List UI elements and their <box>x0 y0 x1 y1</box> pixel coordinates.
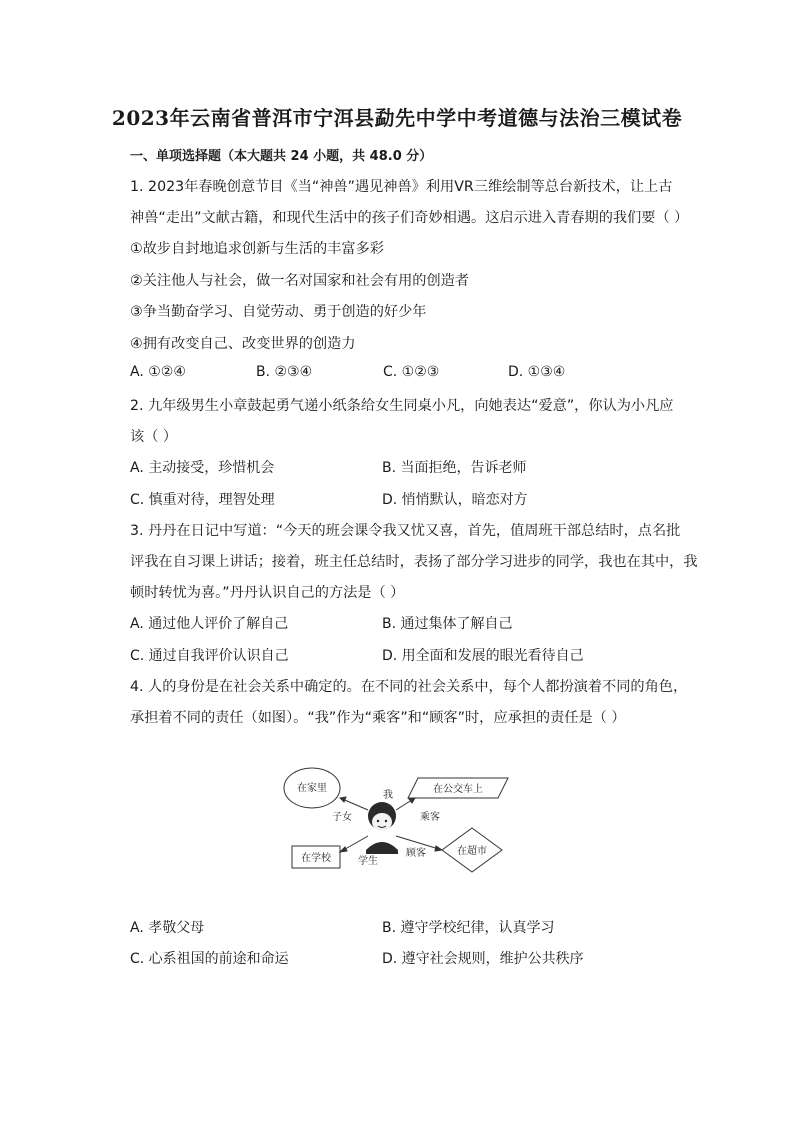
market-label: 在超市 <box>457 846 487 857</box>
q4-option-a: A. 孝敬父母 <box>130 920 205 936</box>
section-header: 一、单项选择题（本大题共 24 小题，共 48.0 分） <box>130 149 433 164</box>
q1-option-c: C. ①②③ <box>383 364 440 380</box>
q2-option-c: C. 慎重对待，理智处理 <box>130 492 275 508</box>
q1-line-6: ④拥有改变自己、改变世界的创造力 <box>130 336 356 352</box>
role-passenger-label: 乘客 <box>420 812 440 823</box>
bus-label: 在公交车上 <box>433 784 483 795</box>
q2-line-2: 该（ ） <box>130 429 178 445</box>
school-label: 在学校 <box>301 853 331 864</box>
q3-option-c: C. 通过自我评价认识自己 <box>130 648 289 664</box>
q4-option-b: B. 遵守学校纪律，认真学习 <box>382 920 555 936</box>
q3-line-1: 3. 丹丹在日记中写道：“今天的班会课令我又忧又喜，首先，值周班干部总结时，点名批 <box>130 523 681 539</box>
q4-line-1: 4. 人的身份是在社会关系中确定的。在不同的社会关系中，每个人都扮演着不同的角色， <box>130 679 688 695</box>
q1-option-a: A. ①②④ <box>130 364 186 380</box>
q1-line-3: ①故步自封地追求创新与生活的丰富多彩 <box>130 241 384 257</box>
q1-line-4: ②关注他人与社会，做一名对国家和社会有用的创造者 <box>130 273 470 289</box>
q4-line-2: 承担着不同的责任（如图）。“我”作为“乘客”和“顾客”时，应承担的责任是（ ） <box>130 710 626 726</box>
q3-option-d: D. 用全面和发展的眼光看待自己 <box>382 648 584 664</box>
q3-option-b: B. 通过集体了解自己 <box>382 616 513 632</box>
role-customer-label: 顾客 <box>406 848 426 859</box>
role-student-label: 学生 <box>358 856 378 867</box>
q2-option-a: A. 主动接受，珍惜机会 <box>130 460 275 476</box>
q3-line-2: 评我在自习课上讲话；接着，班主任总结时，表扬了部分学习进步的同学，我也在其中，我 <box>130 554 698 570</box>
role-child-label: 子女 <box>332 812 352 823</box>
home-label: 在家里 <box>297 783 327 794</box>
q1-option-d: D. ①③④ <box>508 364 566 380</box>
q2-line-1: 2. 九年级男生小章鼓起勇气递小纸条给女生同桌小凡，向她表达“爱意”，你认为小凡应 <box>130 398 674 414</box>
q3-option-a: A. 通过他人评价了解自己 <box>130 616 289 632</box>
person-icon <box>366 802 398 854</box>
q1-line-5: ③争当勤奋学习、自觉劳动、勇于创造的好少年 <box>130 304 427 320</box>
q4-option-c: C. 心系祖国的前途和命运 <box>130 951 289 967</box>
role-diagram <box>270 750 530 890</box>
q1-line-2: 神兽“走出”文献古籍，和现代生活中的孩子们奇妙相遇。这启示进入青春期的我们要（ ） <box>130 210 689 226</box>
q1-option-b: B. ②③④ <box>256 364 313 380</box>
me-label: 我 <box>383 790 393 801</box>
q2-option-d: D. 悄悄默认，暗恋对方 <box>382 492 528 508</box>
q1-line-1: 1. 2023年春晚创意节目《当“神兽”遇见神兽》利用VR三维绘制等总台新技术，让上古 <box>130 179 673 195</box>
q2-option-b: B. 当面拒绝，告诉老师 <box>382 460 527 476</box>
q4-option-d: D. 遵守社会规则，维护公共秩序 <box>382 951 584 967</box>
q3-line-3: 顿时转忧为喜。”丹丹认识自己的方法是（ ） <box>130 585 405 601</box>
exam-title: 2023年云南省普洱市宁洱县勐先中学中考道德与法治三模试卷 <box>111 106 683 130</box>
